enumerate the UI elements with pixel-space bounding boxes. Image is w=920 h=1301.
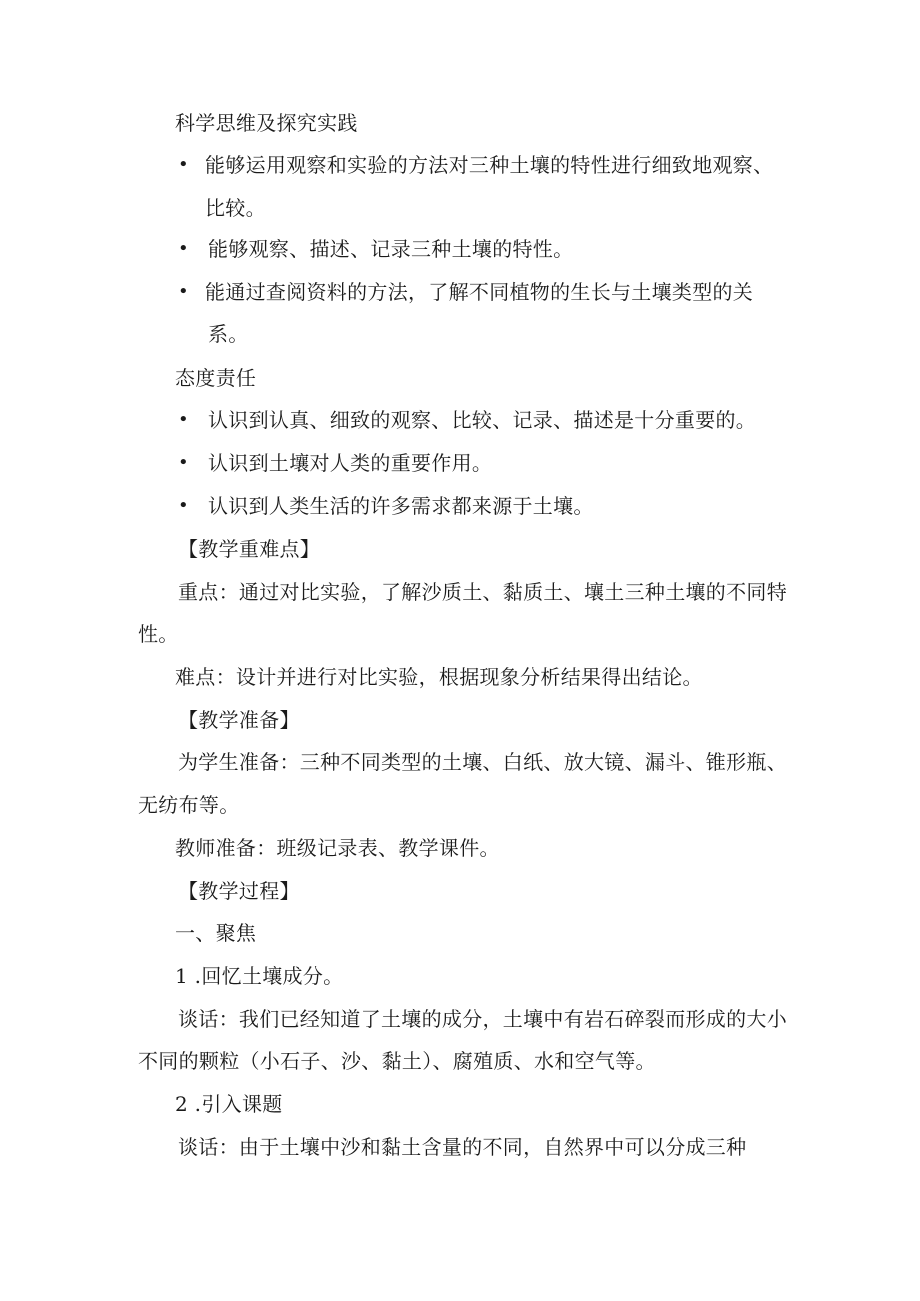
bullet-icon: •	[178, 281, 189, 302]
key-point-line-2: 性。	[138, 622, 179, 646]
section-heading-thinking: 科学思维及探究实践	[175, 111, 358, 135]
bullet-icon: •	[178, 154, 189, 175]
process-part-1: 一、聚焦	[175, 921, 257, 945]
key-point-line-1: 重点：通过对比实验，了解沙质土、黏质土、壤土三种土壤的不同特	[178, 580, 787, 604]
thinking-item-1-line-1: 能够运用观察和实验的方法对三种土壤的特性进行细致地观察、	[205, 153, 774, 177]
section-heading-attitude: 态度责任	[175, 366, 257, 390]
bullet-icon: •	[178, 495, 189, 516]
process-step-2: 2 .引入课题	[175, 1092, 283, 1116]
bullet-icon: •	[178, 452, 189, 473]
talk-2-line-1: 谈话：由于土壤中沙和黏土含量的不同，自然界中可以分成三种	[178, 1135, 747, 1159]
process-heading: 【教学过程】	[178, 879, 300, 903]
preparation-heading: 【教学准备】	[178, 708, 300, 732]
thinking-item-3-line-2: 系。	[208, 322, 249, 346]
teacher-preparation: 教师准备：班级记录表、教学课件。	[175, 836, 500, 860]
bullet-icon: •	[178, 238, 189, 259]
difficult-point: 难点：设计并进行对比实验，根据现象分析结果得出结论。	[175, 665, 703, 689]
student-preparation-line-1: 为学生准备：三种不同类型的土壤、白纸、放大镜、漏斗、锥形瓶、	[178, 750, 787, 774]
attitude-item-2: 认识到土壤对人类的重要作用。	[208, 451, 493, 475]
thinking-item-1-line-2: 比较。	[205, 196, 266, 220]
bullet-icon: •	[178, 409, 189, 430]
thinking-item-3-line-1: 能通过查阅资料的方法，了解不同植物的生长与土壤类型的关	[205, 280, 754, 304]
attitude-item-3: 认识到人类生活的许多需求都来源于土壤。	[208, 494, 594, 518]
thinking-item-2: 能够观察、描述、记录三种土壤的特性。	[208, 237, 574, 261]
talk-1-line-2: 不同的颗粒（小石子、沙、黏土）、腐殖质、水和空气等。	[138, 1049, 656, 1073]
student-preparation-line-2: 无纺布等。	[138, 793, 240, 817]
key-points-heading: 【教学重难点】	[178, 537, 321, 561]
process-step-1: 1 .回忆土壤成分。	[175, 964, 344, 988]
attitude-item-1: 认识到认真、细致的观察、比较、记录、描述是十分重要的。	[208, 408, 757, 432]
talk-1-line-1: 谈话：我们已经知道了土壤的成分，土壤中有岩石碎裂而形成的大小	[178, 1007, 787, 1031]
